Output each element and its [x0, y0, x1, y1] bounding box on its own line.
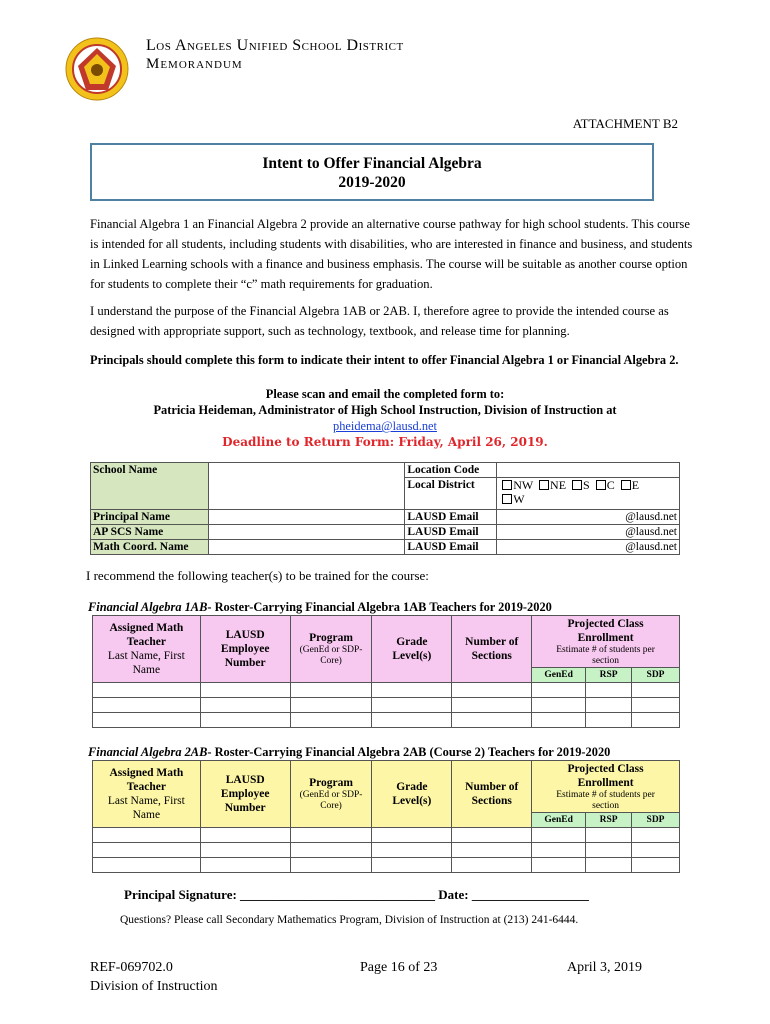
teacher-cell[interactable] [93, 828, 201, 843]
footer-division: Division of Instruction [90, 979, 218, 994]
program-header [290, 616, 372, 683]
principal-email-field[interactable]: @lausd.net [497, 510, 680, 525]
option-c: C [606, 478, 615, 492]
principal-email-label: LAUSD Email [405, 510, 497, 525]
attachment-label: ATTACHMENT B2 [572, 116, 678, 131]
contact-email-link[interactable]: pheidema@lausd.net [333, 419, 437, 433]
option-e: E [631, 478, 640, 492]
school-name-label: School Name [91, 463, 209, 510]
option-w: W [513, 492, 525, 506]
estimate-note: Estimate # of students per section [556, 789, 655, 811]
teacher-table-1ab [92, 615, 680, 728]
checkbox-s[interactable] [572, 480, 582, 490]
school-info-table [90, 462, 680, 555]
program-cell[interactable] [290, 843, 372, 858]
employee-cell[interactable] [200, 698, 290, 713]
page-number: Page 16 of 23 [360, 960, 438, 975]
sdp-cell[interactable] [632, 713, 680, 728]
email-line [90, 418, 680, 434]
employee-cell[interactable] [200, 683, 290, 698]
projected-enrollment-title: Projected Class Enrollment [567, 617, 644, 644]
sections-cell[interactable] [452, 698, 532, 713]
projected-enrollment-header [532, 616, 680, 668]
assigned-teacher-header [93, 616, 201, 683]
employee-number-header: LAUSD Employee Number [200, 761, 290, 828]
table-row [93, 683, 680, 698]
program-cell[interactable] [290, 858, 372, 873]
teacher-cell[interactable] [93, 713, 201, 728]
program-cell[interactable] [290, 713, 372, 728]
sdp-cell[interactable] [632, 828, 680, 843]
sdp-cell[interactable] [632, 698, 680, 713]
program-note: (GenEd or SDP-Core) [299, 645, 363, 666]
name-format-note: Last Name, First Name [107, 795, 185, 821]
rsp-cell[interactable] [586, 843, 632, 858]
scan-instruction: Please scan and email the completed form to: [265, 387, 505, 401]
recommend-text: I recommend the following teacher(s) to be trained for the course: [86, 568, 429, 583]
employee-cell[interactable] [200, 713, 290, 728]
principal-signature-line[interactable]: Principal Signature: ______________________________ Date: __________________ [124, 887, 589, 902]
projected-enrollment-header [532, 761, 680, 813]
title-box [90, 143, 654, 201]
sections-cell[interactable] [452, 713, 532, 728]
form-year: 2019-2020 [338, 174, 406, 191]
table-row [93, 713, 680, 728]
sections-cell[interactable] [452, 828, 532, 843]
grade-cell[interactable] [372, 858, 452, 873]
principal-name-field[interactable] [208, 510, 405, 525]
gened-header: GenEd [532, 668, 586, 683]
option-s: S [583, 478, 590, 492]
number-of-sections-header: Number of Sections [452, 616, 532, 683]
section-1ab-desc: - Roster-Carrying Financial Algebra 1AB Teachers for 2019-2020 [207, 600, 552, 614]
table-row [93, 858, 680, 873]
gened-cell[interactable] [532, 858, 586, 873]
checkbox-w[interactable] [502, 494, 512, 504]
math-coord-name-label: Math Coord. Name [91, 540, 209, 555]
footer-date: April 3, 2019 [567, 960, 643, 975]
rsp-cell[interactable] [586, 713, 632, 728]
section-2ab-course: Financial Algebra 2AB [88, 745, 208, 759]
lausd-seal-logo [64, 36, 130, 102]
table-row [93, 828, 680, 843]
sdp-cell[interactable] [632, 858, 680, 873]
option-nw: NW [513, 478, 534, 492]
principal-instruction: Principals should complete this form to indicate their intent to offer Financial Algebra 1 or Financial Algebra 2. [90, 353, 679, 367]
number-of-sections-header: Number of Sections [452, 761, 532, 828]
ap-scs-name-field[interactable] [208, 525, 405, 540]
grade-cell[interactable] [372, 698, 452, 713]
section-2ab-heading [88, 745, 610, 760]
teacher-cell[interactable] [93, 858, 201, 873]
location-code-field[interactable] [497, 463, 680, 478]
intro-paragraph: Financial Algebra 1 an Financial Algebra 2 provide an alternative course pathway for high school students. This course is intended for all students, including students with disabilities, who are interested in finance and business, and students in Linked Learning schools with a finance and business emphasis. The course will be suitable as another course option for students to complete their “c” math requirements for graduation. [90, 217, 693, 291]
principal-name-label: Principal Name [91, 510, 209, 525]
sdp-cell[interactable] [632, 843, 680, 858]
ap-scs-name-label: AP SCS Name [91, 525, 209, 540]
rsp-header: RSP [586, 668, 632, 683]
ap-scs-email-field[interactable]: @lausd.net [497, 525, 680, 540]
employee-cell[interactable] [200, 843, 290, 858]
projected-enrollment-title: Projected Class Enrollment [567, 762, 644, 789]
grade-cell[interactable] [372, 843, 452, 858]
agreement-paragraph: I understand the purpose of the Financial Algebra 1AB or 2AB. I, therefore agree to provide the intended course as designed with appropriate support, such as technology, textbook, and release time for planning. [90, 304, 669, 338]
math-coord-email-field[interactable]: @lausd.net [497, 540, 680, 555]
sections-cell[interactable] [452, 858, 532, 873]
local-district-options [497, 478, 680, 510]
location-code-label: Location Code [405, 463, 497, 478]
math-coord-email-label: LAUSD Email [405, 540, 497, 555]
program-title: Program [309, 777, 353, 789]
gened-cell[interactable] [532, 698, 586, 713]
memorandum-label: Memorandum [146, 56, 243, 72]
checkbox-c[interactable] [596, 480, 606, 490]
employee-cell[interactable] [200, 858, 290, 873]
gened-cell[interactable] [532, 843, 586, 858]
gened-header: GenEd [532, 813, 586, 828]
sdp-header: SDP [632, 668, 680, 683]
ap-scs-email-label: LAUSD Email [405, 525, 497, 540]
teacher-cell[interactable] [93, 698, 201, 713]
grade-cell[interactable] [372, 683, 452, 698]
program-header [290, 761, 372, 828]
estimate-note: Estimate # of students per section [556, 644, 655, 666]
reference-number: REF-069702.0 [90, 960, 173, 975]
local-district-label: Local District [405, 478, 497, 510]
sections-cell[interactable] [452, 683, 532, 698]
option-ne: NE [550, 478, 567, 492]
rsp-header: RSP [586, 813, 632, 828]
form-title: Intent to Offer Financial Algebra [262, 155, 482, 172]
assigned-teacher-header [93, 761, 201, 828]
section-2ab-desc: - Roster-Carrying Financial Algebra 2AB (Course 2) Teachers for 2019-2020 [207, 745, 611, 759]
program-note: (GenEd or SDP-Core) [299, 790, 363, 811]
grade-cell[interactable] [372, 828, 452, 843]
program-cell[interactable] [290, 828, 372, 843]
table-row [93, 698, 680, 713]
section-1ab-heading [88, 600, 552, 615]
program-title: Program [309, 632, 353, 644]
employee-cell[interactable] [200, 828, 290, 843]
checkbox-nw[interactable] [502, 480, 512, 490]
gened-cell[interactable] [532, 828, 586, 843]
sections-cell[interactable] [452, 843, 532, 858]
sdp-cell[interactable] [632, 683, 680, 698]
sdp-header: SDP [632, 813, 680, 828]
assigned-teacher-title: Assigned Math Teacher [109, 622, 184, 648]
questions-contact: Questions? Please call Secondary Mathematics Program, Division of Instruction at (213) 241-6444. [120, 914, 579, 926]
teacher-table-2ab [92, 760, 680, 873]
program-cell[interactable] [290, 698, 372, 713]
grade-level-header: Grade Level(s) [372, 616, 452, 683]
teacher-cell[interactable] [93, 683, 201, 698]
teacher-cell[interactable] [93, 843, 201, 858]
rsp-cell[interactable] [586, 683, 632, 698]
assigned-teacher-title: Assigned Math Teacher [109, 767, 184, 793]
gened-cell[interactable] [532, 683, 586, 698]
rsp-cell[interactable] [586, 828, 632, 843]
section-1ab-course: Financial Algebra 1AB [88, 600, 208, 614]
grade-cell[interactable] [372, 713, 452, 728]
program-cell[interactable] [290, 683, 372, 698]
employee-number-header: LAUSD Employee Number [200, 616, 290, 683]
school-name-field[interactable] [208, 463, 405, 510]
table-row [93, 843, 680, 858]
gened-cell[interactable] [532, 713, 586, 728]
contact-line: Patricia Heideman, Administrator of High School Instruction, Division of Instruction at [153, 403, 617, 417]
math-coord-name-field[interactable] [208, 540, 405, 555]
rsp-cell[interactable] [586, 858, 632, 873]
checkbox-e[interactable] [621, 480, 631, 490]
grade-level-header: Grade Level(s) [372, 761, 452, 828]
rsp-cell[interactable] [586, 698, 632, 713]
deadline-text: Deadline to Return Form: Friday, April 26, 2019. [222, 435, 548, 449]
name-format-note: Last Name, First Name [107, 650, 185, 676]
district-name: Los Angeles Unified School District [146, 37, 404, 54]
checkbox-ne[interactable] [539, 480, 549, 490]
